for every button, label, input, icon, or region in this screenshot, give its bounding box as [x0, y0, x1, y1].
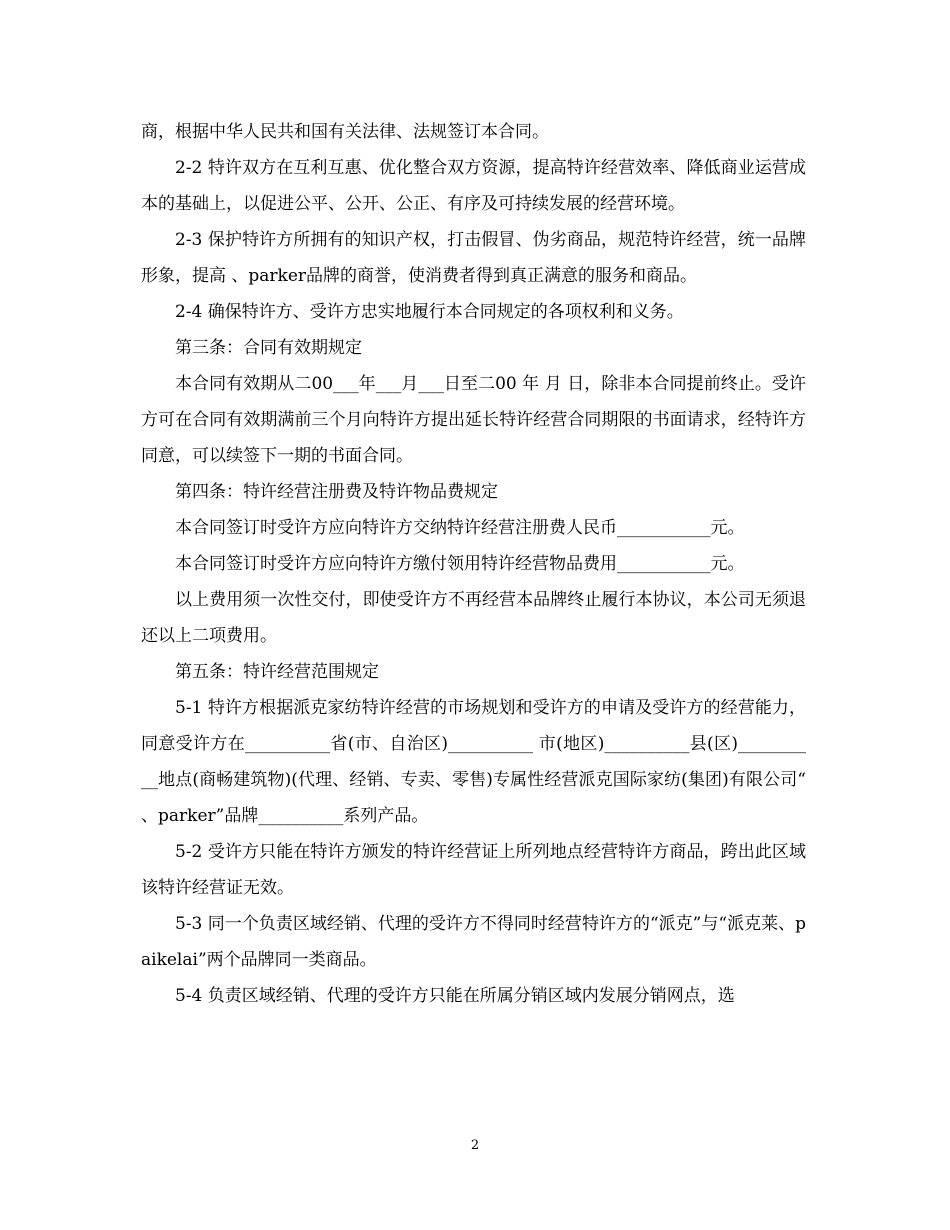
paragraph-2-4: 2-4 确保特许方、受许方忠实地履行本合同规定的各项权利和义务。: [175, 302, 684, 322]
paragraph-validity-period: 本合同有效期从二00___年___月___日至二00 年 月 日，除非本合同提前终止。受许方可在合同有效期满前三个月向特许方提出延长特许经营合同期限的书面请求，经特许方同意，可以续签下一期的书面合同。: [141, 374, 806, 466]
paragraph-continuation: 商，根据中华人民共和国有关法律、法规签订本合同。: [141, 122, 549, 142]
heading-article-5: 第五条：特许经营范围规定: [175, 662, 379, 682]
paragraph-5-2: 5-2 受许方只能在特许方颁发的特许经营证上所列地点经营特许方商品，跨出此区域该特许经营证无效。: [141, 842, 806, 898]
paragraph-5-4: 5-4 负责区域经销、代理的受许方只能在所属分销区域内发展分销网点，选: [175, 986, 735, 1006]
document-body: [141, 114, 806, 1014]
paragraph-5-3: 5-3 同一个负责区域经销、代理的受许方不得同时经营特许方的“派克”与“派克莱、paikelai”两个品牌同一类商品。: [141, 914, 806, 970]
paragraph-5-1: 5-1 特许方根据派克家纺特许经营的市场规划和受许方的申请及受许方的经营能力，同意受许方在__________省(市、自治区)__________ 市(地区)__________县(区)__________地点(商畅建筑物)(代理、经销、专卖、零售)专属性经营派克国际家纺(集团)有限公司“ 、parker”品牌__________系列产品。: [141, 698, 806, 826]
heading-article-4: 第四条：特许经营注册费及特许物品费规定: [175, 482, 498, 502]
paragraph-registration-fee: 本合同签订时受许方应向特许方交纳特许经营注册费人民币___________元。: [175, 518, 745, 538]
heading-article-3: 第三条：合同有效期规定: [175, 338, 362, 358]
paragraph-fee-non-refundable: 以上费用须一次性交付，即使受许方不再经营本品牌终止履行本协议，本公司无须退还以上二项费用。: [141, 590, 806, 646]
paragraph-2-3: 2-3 保护特许方所拥有的知识产权，打击假冒、伪劣商品，规范特许经营，统一品牌形象，提高 、parker品牌的商誉，使消费者得到真正满意的服务和商品。: [141, 230, 806, 286]
paragraph-goods-fee: 本合同签订时受许方应向特许方缴付领用特许经营物品费用___________元。: [175, 554, 745, 574]
page-number: 2: [470, 1138, 480, 1153]
paragraph-2-2: 2-2 特许双方在互利互惠、优化整合双方资源，提高特许经营效率、降低商业运营成本的基础上，以促进公平、公开、公正、有序及可持续发展的经营环境。: [141, 158, 806, 214]
